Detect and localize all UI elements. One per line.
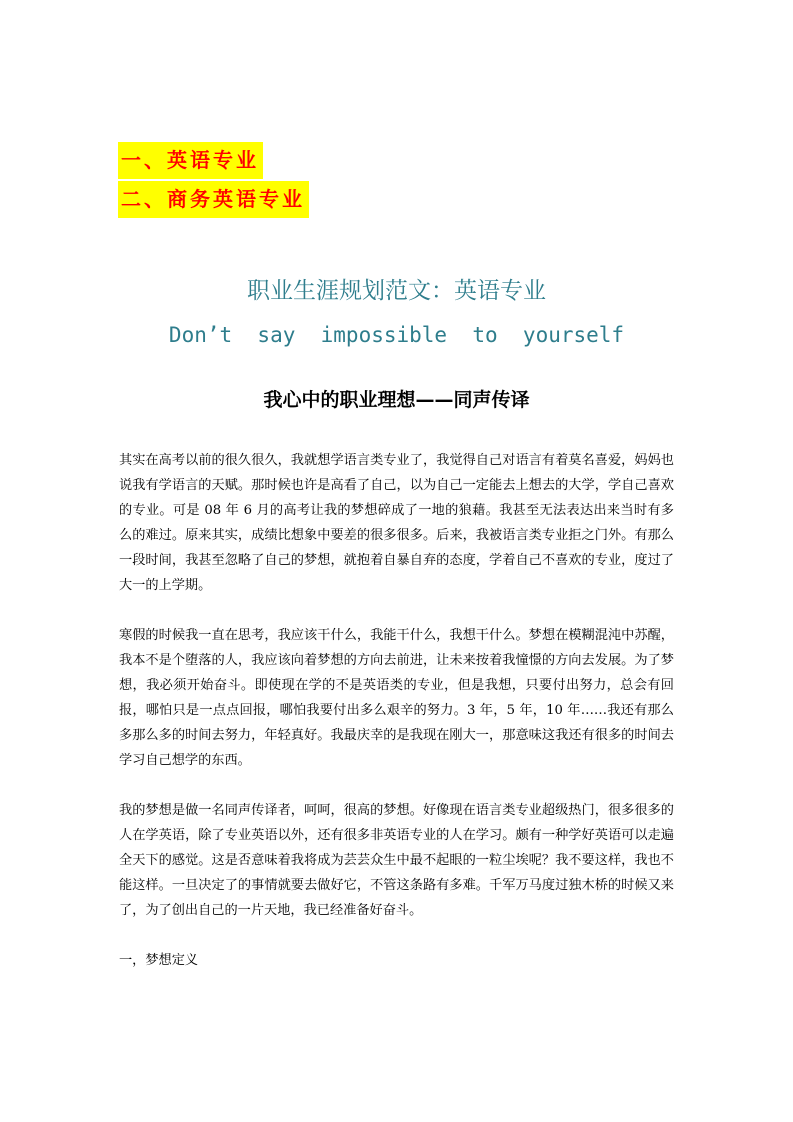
article-heading: 我心中的职业理想——同声传译 (263, 389, 530, 411)
toc-item-business-english-major[interactable]: 二、商务英语专业 (118, 181, 309, 218)
body-paragraph: 其实在高考以前的很久很久，我就想学语言类专业了，我觉得自己对语言有着莫名喜爱，妈妈也说我有学语言的天赋。那时候也许是高看了自己，以为自己一定能去上想去的大学，学自己喜欢的专业。可是 08 年 6 月的高考让我的梦想碎成了一地的狼藉。我甚至无法表达出来当时有多么的难过。原来其实，成绩比想象中要差的很多很多。后来，我被语言类专业拒之门外。有那么一段时间，我甚至忽略了自己的梦想，就抱着自暴自弃的态度，学着自己不喜欢的专业，度过了大一的上学期。 (119, 453, 674, 593)
document-title: 职业生涯规划范文：英语专业 (247, 278, 546, 304)
body-paragraph: 寒假的时候我一直在思考，我应该干什么，我能干什么，我想干什么。梦想在模糊混沌中苏醒，我本不是个堕落的人，我应该向着梦想的方向去前进，让未来按着我憧憬的方向去发展。为了梦想，我必须开始奋斗。即使现在学的不是英语类的专业，但是我想，只要付出努力，总会有回报，哪怕只是一点点回报，哪怕我要付出多么艰辛的努力。3 年，5 年，10 年……我还有那么多那么多的时间去努力，年轻真好。我最庆幸的是我现在刚大一，那意味这我还有很多的时间去学习自己想学的东西。 (119, 628, 674, 768)
body-paragraph: 我的梦想是做一名同声传译者，呵呵，很高的梦想。好像现在语言类专业超级热门，很多很多的人在学英语，除了专业英语以外，还有很多非英语专业的人在学习。颇有一种学好英语可以走遍全天下的感觉。这是否意味着我将成为芸芸众生中最不起眼的一粒尘埃呢？我不要这样，我也不能这样。一旦决定了的事情就要去做好它，不管这条路有多难。千军万马度过独木桥的时候又来了，为了创出自己的一片天地，我已经准备好奋斗。 (119, 803, 674, 918)
document-subtitle: Don’t say impossible to yourself (168, 323, 625, 347)
toc-item-english-major[interactable]: 一、英语专业 (118, 142, 263, 179)
section-heading: 一，梦想定义 (119, 953, 199, 968)
